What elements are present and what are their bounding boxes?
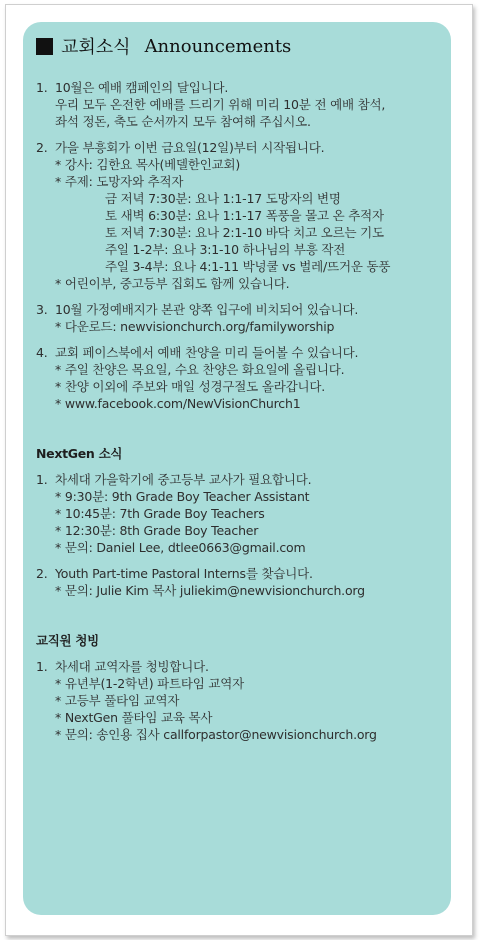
contact-line: * 문의: 송인용 집사 callforpastor@newvisionchurch.org — [55, 727, 377, 742]
nextgen-item-2 — [36, 565, 441, 582]
section-header — [36, 33, 291, 59]
announcement-content — [36, 79, 441, 743]
announcement-item-2 — [36, 139, 441, 156]
sub-note: * 고등부 풀타임 교역자 — [55, 693, 180, 708]
schedule-line: 토 저녁 7:30분: 요나 2:1-10 바닥 치고 오르는 기도 — [105, 225, 384, 240]
speaker-line: * 강사: 김한요 목사(베델한인교회) — [55, 157, 241, 172]
sub-note: * 어린이부, 중고등부 집회도 함께 있습니다. — [55, 276, 290, 291]
announcement-item-1 — [36, 79, 441, 130]
sub-note: * 유년부(1-2학년) 파트타임 교역자 — [55, 676, 245, 691]
title-english: Announcements — [144, 35, 292, 57]
schedule-line: 주일 3-4부: 요나 4:1-11 박넝쿨 vs 벌레/뜨거운 동풍 — [105, 259, 391, 274]
staff-heading: 교직원 청빙 — [36, 633, 99, 648]
sub-note: * 주일 찬양은 목요일, 수요 찬양은 화요일에 올립니다. — [55, 362, 345, 377]
item-number: 1. — [36, 659, 48, 674]
schedule-line: 주일 1-2부: 요나 3:1-10 하나님의 부흥 작전 — [105, 242, 346, 257]
schedule-line: 토 새벽 6:30분: 요나 1:1-17 폭풍을 몰고 온 추적자 — [105, 208, 384, 223]
sub-note: * 찬양 이외에 주보와 매일 성경구절도 올라갑니다. — [55, 379, 325, 394]
sub-note: * 10:45분: 7th Grade Boy Teachers — [55, 506, 265, 521]
nextgen-heading: NextGen 소식 — [36, 446, 123, 461]
item-number: 2. — [36, 140, 48, 155]
announcement-item-3 — [36, 301, 441, 318]
contact-line: * 문의: Julie Kim 목사 juliekim@newvisionchurch.org — [55, 583, 365, 598]
sub-note: * 12:30분: 8th Grade Boy Teacher — [55, 523, 259, 538]
facebook-link: * www.facebook.com/NewVisionChurch1 — [55, 396, 301, 411]
item-text: 교회 페이스북에서 예배 찬양을 미리 들어볼 수 있습니다. — [55, 345, 359, 360]
item-number: 1. — [36, 80, 48, 95]
item-number: 2. — [36, 566, 48, 581]
item-text: 우리 모두 온전한 예배를 드리기 위해 미리 10분 전 예배 참석, — [55, 97, 386, 112]
sub-note: * 9:30분: 9th Grade Boy Teacher Assistant — [55, 489, 310, 504]
staff-item-1 — [36, 658, 441, 675]
item-text: 차세대 가을학기에 중고등부 교사가 필요합니다. — [55, 472, 312, 487]
schedule-line: 금 저녁 7:30분: 요나 1:1-17 도망자의 변명 — [105, 191, 341, 206]
item-text: 가을 부흥회가 이번 금요일(12일)부터 시작됩니다. — [55, 140, 325, 155]
contact-line: * 문의: Daniel Lee, dtlee0663@gmail.com — [55, 540, 306, 555]
nextgen-item-1 — [36, 471, 441, 488]
item-text: 10월은 예배 캠페인의 달입니다. — [55, 80, 229, 95]
theme-line: * 주제: 도망자와 추적자 — [55, 174, 184, 189]
item-text: 좌석 정돈, 축도 순서까지 모두 참여해 주십시오. — [55, 114, 311, 129]
item-text: 차세대 교역자를 청빙합니다. — [55, 659, 209, 674]
item-number: 4. — [36, 345, 48, 360]
item-number: 1. — [36, 472, 48, 487]
download-link: * 다운로드: newvisionchurch.org/familyworship — [55, 319, 335, 334]
item-text: Youth Part-time Pastoral Interns를 찾습니다. — [55, 566, 313, 581]
square-bullet-icon — [36, 38, 53, 55]
item-number: 3. — [36, 302, 48, 317]
title-korean: 교회소식 — [61, 37, 131, 58]
item-text: 10월 가정예배지가 본관 양쪽 입구에 비치되어 있습니다. — [55, 302, 359, 317]
announcement-item-4 — [36, 344, 441, 361]
sub-note: * NextGen 풀타임 교육 목사 — [55, 710, 213, 725]
